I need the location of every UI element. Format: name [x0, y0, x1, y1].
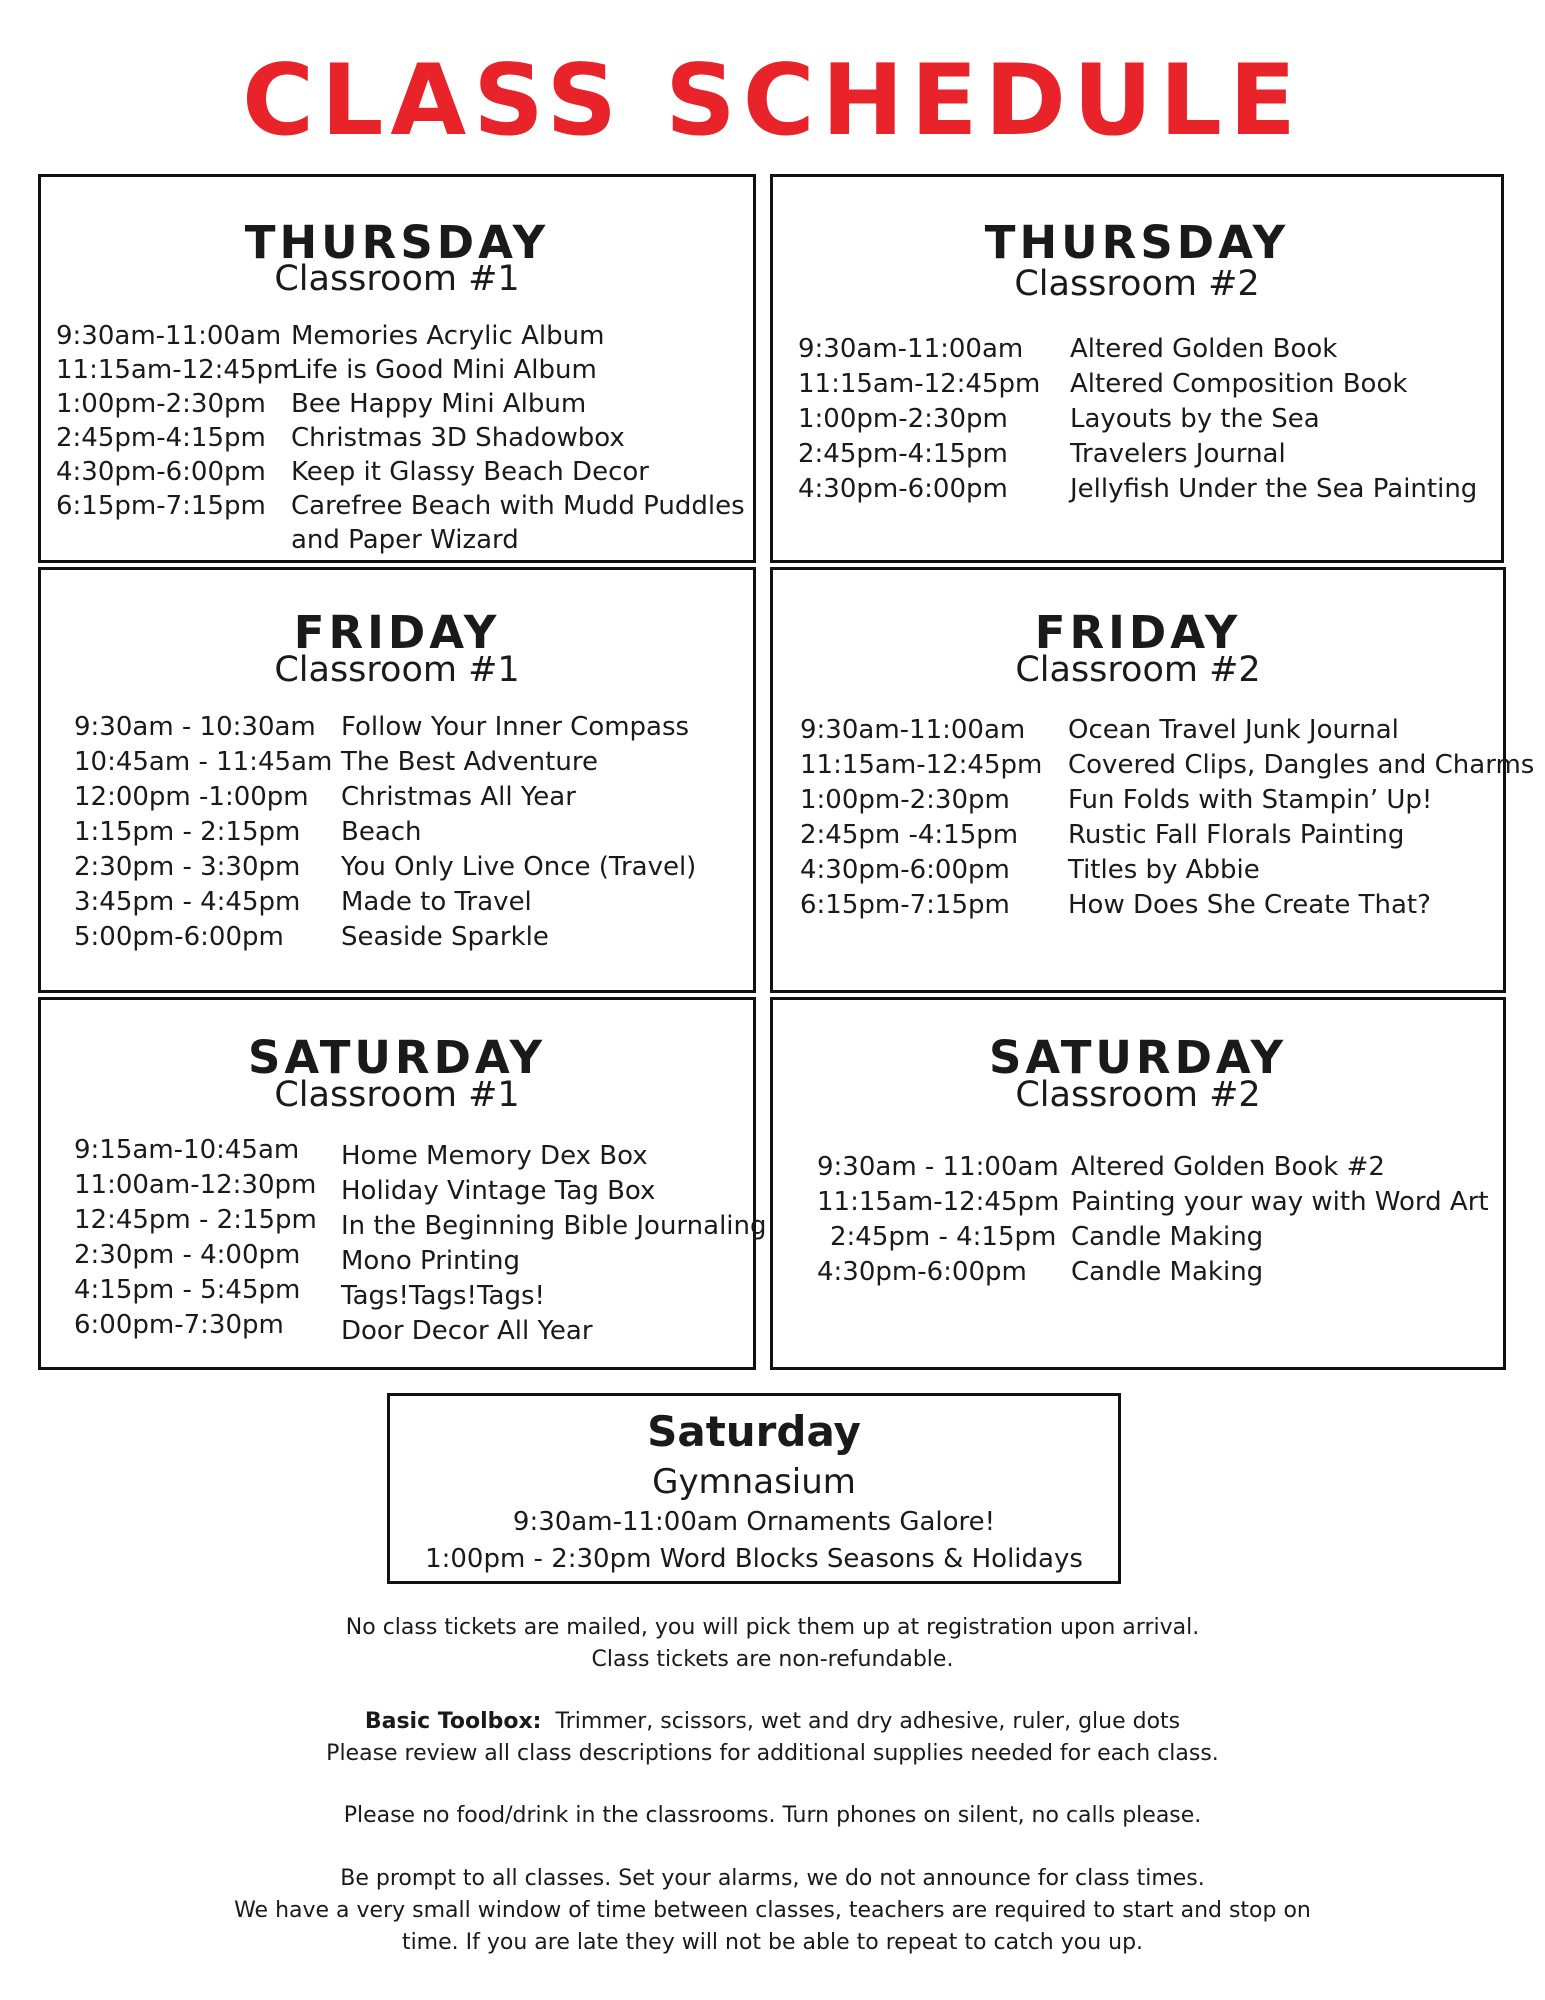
room-heading: Gymnasium — [652, 1462, 856, 1502]
day-heading: SATURDAY — [247, 1031, 547, 1084]
toolbox-label: Basic Toolbox: — [364, 1709, 542, 1734]
schedule-box-thursday-1: THURSDAY Classroom #1 9:30am-11:00am Memories Acrylic Album 11:15am-12:45pm Life is Good Mini Album 1:00pm-2:30pm Bee Happy Mini Album 2:45pm-4:15pm Christmas 3D Shadowbox 4:30pm-6:00pm Keep it Glassy Beach Decor 6:15pm-7:15pm Carefree Beach with Mudd Puddles and Paper Wizard — [38, 174, 756, 563]
class-row: 1:00pm - 2:30pm Word Blocks Seasons & Holidays — [425, 1544, 1083, 1574]
toolbox-text: Trimmer, scissors, wet and dry adhesive, ruler, glue dots — [555, 1709, 1181, 1734]
room-heading: Classroom #2 — [1015, 650, 1261, 690]
day-heading: Saturday — [647, 1407, 861, 1456]
note-small-window: We have a very small window of time between classes, teachers are required to start and stop on — [234, 1898, 1311, 1923]
room-heading: Classroom #2 — [1015, 1075, 1261, 1115]
schedule-box-saturday-2: SATURDAY Classroom #2 9:30am - 11:00am Altered Golden Book #2 11:15am-12:45pm Painting your way with Word Art 2:45pm - 4:15pm Candle Making 4:30pm-6:00pm Candle Making — [770, 997, 1506, 1370]
room-heading: Classroom #1 — [274, 1075, 520, 1115]
note-be-prompt: Be prompt to all classes. Set your alarms, we do not announce for class times. — [340, 1866, 1205, 1891]
note-basic-toolbox — [0, 1706, 1545, 1738]
note-tickets-pickup: No class tickets are mailed, you will pick them up at registration upon arrival. — [345, 1615, 1200, 1640]
day-heading: FRIDAY — [293, 606, 501, 659]
day-heading: THURSDAY — [984, 216, 1290, 269]
room-heading: Classroom #1 — [274, 650, 520, 690]
room-heading: Classroom #2 — [1014, 264, 1260, 304]
room-heading: Classroom #1 — [274, 259, 520, 299]
note-no-food: Please no food/drink in the classrooms. Turn phones on silent, no calls please. — [343, 1803, 1202, 1828]
day-heading: SATURDAY — [988, 1031, 1288, 1084]
note-late: time. If you are late they will not be able to repeat to catch you up. — [401, 1930, 1144, 1955]
day-heading: FRIDAY — [1034, 606, 1242, 659]
schedule-box-thursday-2: THURSDAY Classroom #2 9:30am-11:00am Altered Golden Book 11:15am-12:45pm Altered Composition Book 1:00pm-2:30pm Layouts by the Sea 2:45pm-4:15pm Travelers Journal 4:30pm-6:00pm Jellyfish Under the Sea Painting — [770, 174, 1504, 563]
schedule-box-friday-2: FRIDAY Classroom #2 9:30am-11:00am Ocean Travel Junk Journal 11:15am-12:45pm Covered Clips, Dangles and Charms 1:00pm-2:30pm Fun Folds with Stampin’ Up! 2:45pm -4:15pm Rustic Fall Florals Painting 4:30pm-6:00pm Titles by Abbie 6:15pm-7:15pm How Does She Create That? — [770, 567, 1506, 993]
day-heading: THURSDAY — [244, 216, 550, 269]
schedule-box-friday-1: FRIDAY Classroom #1 9:30am - 10:30am Follow Your Inner Compass 10:45am - 11:45am The Best Adventure 12:00pm -1:00pm Christmas All Year 1:15pm - 2:15pm Beach 2:30pm - 3:30pm You Only Live Once (Travel) 3:45pm - 4:45pm Made to Travel 5:00pm-6:00pm Seaside Sparkle — [38, 567, 756, 993]
note-supplies: Please review all class descriptions for additional supplies needed for each class. — [326, 1741, 1219, 1766]
schedule-box-saturday-1: SATURDAY Classroom #1 9:15am-10:45am Home Memory Dex Box 11:00am-12:30pm Holiday Vintage Tag Box 12:45pm - 2:15pm In the Beginning Bible Journaling 2:30pm - 4:00pm Mono Printing 4:15pm - 5:45pm Tags!Tags!Tags! 6:00pm-7:30pm Door Decor All Year — [38, 997, 756, 1370]
class-row: 9:30am-11:00am Ornaments Galore! — [512, 1507, 996, 1537]
note-non-refundable: Class tickets are non-refundable. — [591, 1647, 954, 1672]
schedule-box-gymnasium — [387, 1393, 1121, 1584]
page-title: CLASS SCHEDULE — [242, 44, 1303, 158]
